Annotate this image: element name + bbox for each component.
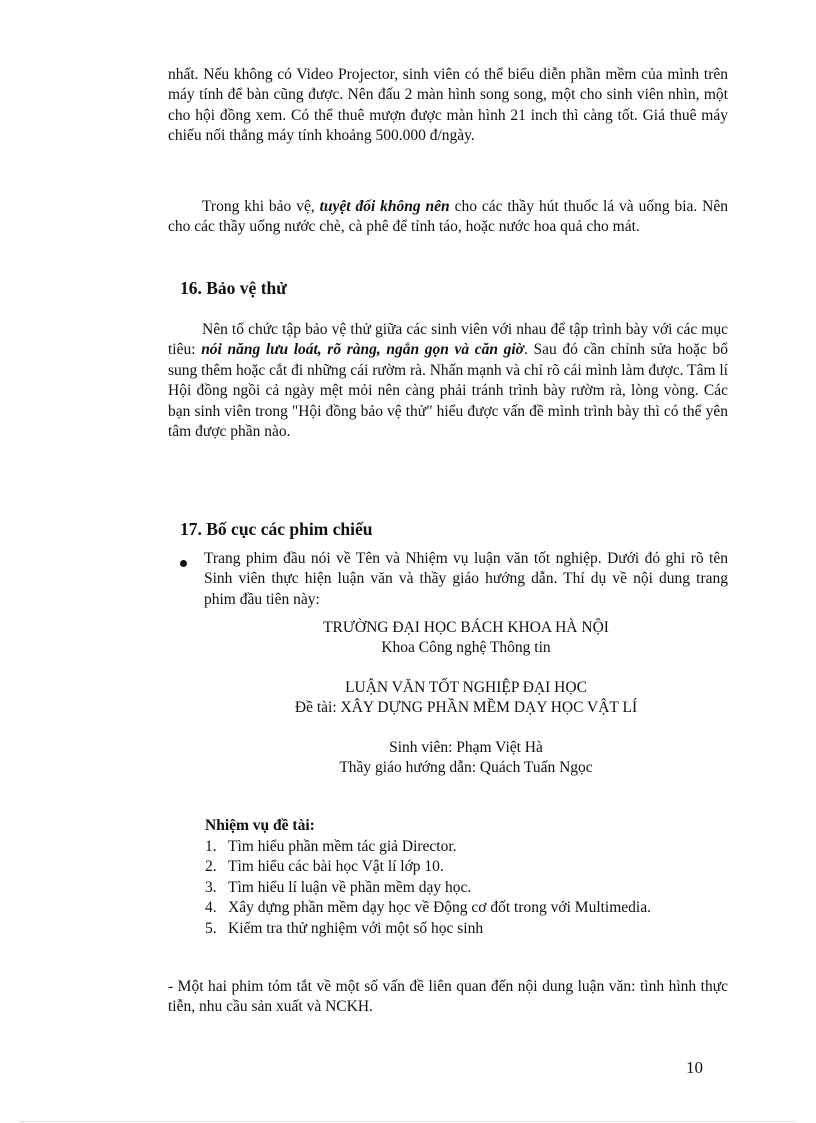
sample-thesis-type: LUẬN VĂN TỐT NGHIỆP ĐẠI HỌC <box>345 679 587 696</box>
defense-note-paragraph <box>168 197 728 238</box>
task-number: 1. <box>205 838 217 855</box>
section-16-before: Nên tổ chức tập bảo vệ thử giữa các sinh viên với nhau để tập trình bày với các mục tiêu: <box>168 321 728 359</box>
task-text: Tìm hiểu các bài học Vật lí lớp 10. <box>228 858 444 876</box>
section-16-paragraph <box>168 320 728 442</box>
task-text: Tìm hiểu lí luận về phần mềm dạy học. <box>228 878 472 896</box>
defense-note-after: cho các thầy hút thuốc lá và uống bia. Nên cho các thầy uống nước chè, cà phê để tỉnh táo, hoặc nước hoa quả cho mát. <box>168 198 728 236</box>
task-number: 4. <box>205 899 217 917</box>
section-16-emphasis: nói năng lưu loát, rõ ràng, ngắn gọn và căn giờ <box>201 341 524 359</box>
task-text: Tìm hiểu phần mềm tác giả Director. <box>228 838 457 855</box>
sample-student: Sinh viên: Phạm Việt Hà <box>389 739 543 756</box>
task-text: Kiểm tra thử nghiệm với một số học sinh <box>228 919 484 937</box>
task-number: 3. <box>205 878 217 896</box>
intro-paragraph: nhất. Nếu không có Video Projector, sinh viên có thể biểu diễn phần mềm của mình trên máy tính để bàn cũng được. Nên đấu 2 màn hình song song, một cho sinh viên nhìn, một cho hội đồng xem. Có thể thuê mượn được màn hình 21 inch thì càng tốt. Giá thuê máy chiếu nối thẳng máy tính khoảng 500.000 đ/ngày. <box>168 66 728 145</box>
defense-note-before: Trong khi bảo vệ, <box>202 198 320 215</box>
sample-faculty: Khoa Công nghệ Thông tin <box>381 639 551 656</box>
tasks-title: Nhiệm vụ đề tài: <box>205 817 315 834</box>
task-number: 5. <box>205 919 217 937</box>
list-item <box>205 919 651 939</box>
list-item <box>205 837 651 857</box>
list-item <box>205 898 651 918</box>
section-17-heading: 17. Bố cục các phim chiếu <box>180 519 373 539</box>
sample-advisor: Thầy giáo hướng dẫn: Quách Tuấn Ngọc <box>339 759 593 776</box>
section-16-heading: 16. Bảo vệ thử <box>180 278 287 298</box>
task-number: 2. <box>205 858 217 876</box>
list-item <box>205 857 651 877</box>
section-16-after: . Sau đó cần chỉnh sửa hoặc bổ sung thêm hoặc cắt đi những cái rườm rà. Nhấn mạnh và chỉ rõ cái mình làm được. Tâm lí Hội đồng ngồi cả ngày mệt mỏi nên càng phải tránh trình bày rườm rà, lòng vòng. Các bạn sinh viên trong "Hội đồng bảo vệ thử" hiểu được vấn đề mình trình bày thì có thể yên tâm được phần nào. <box>168 341 728 441</box>
sample-university: TRƯỜNG ĐẠI HỌC BÁCH KHOA HÀ NỘI <box>323 619 609 636</box>
summary-paragraph: - Một hai phim tóm tắt về một số vấn đề liên quan đến nội dung luận văn: tình hình thực tiễn, nhu cầu sản xuất và NCKH. <box>168 978 728 1016</box>
page-number: 10 <box>686 1058 703 1077</box>
page-bottom-border <box>20 1121 796 1122</box>
list-item <box>205 878 651 898</box>
sample-topic: Đề tài: XÂY DỰNG PHẦN MỀM DẠY HỌC VẬT LÍ <box>294 699 638 716</box>
task-text: Xây dựng phần mềm dạy học về Động cơ đốt trong với Multimedia. <box>228 899 651 917</box>
section-17-bullet: Trang phim đầu nói về Tên và Nhiệm vụ luận văn tốt nghiệp. Dưới đó ghi rõ tên Sinh viên thực hiện luận văn và thầy giáo hướng dẫn. Thí dụ về nội dung trang phim đầu tiên này: <box>204 550 728 608</box>
bullet-icon <box>180 560 187 567</box>
tasks-list <box>205 837 651 939</box>
defense-note-emphasis: tuyệt đối không nên <box>319 198 450 215</box>
